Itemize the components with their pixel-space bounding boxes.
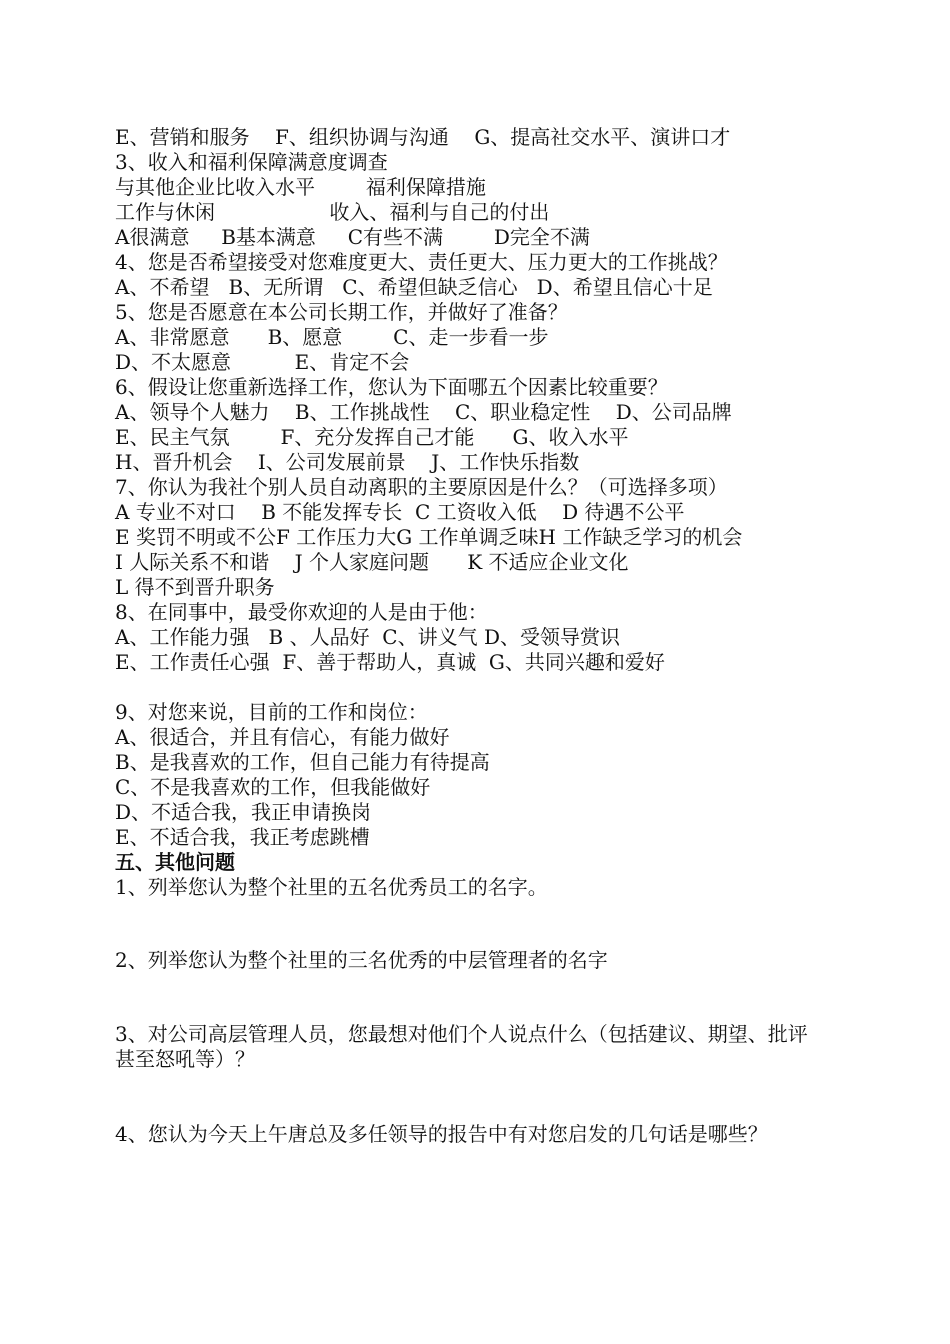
text-line: 甚至怒吼等）？ bbox=[115, 1047, 255, 1071]
text-line: E 奖罚不明或不公F 工作压力大G 工作单调乏味H 工作缺乏学习的机会 bbox=[115, 525, 743, 549]
text-line: A、非常愿意 B、愿意 C、走一步看一步 bbox=[115, 325, 549, 349]
text-line: E、不适合我，我正考虑跳槽 bbox=[115, 825, 370, 849]
text-line: A、很适合，并且有信心，有能力做好 bbox=[115, 725, 450, 749]
text-line: A 专业不对口 B 不能发挥专长 C 工资收入低 D 待遇不公平 bbox=[115, 500, 685, 524]
text-line: 8、在同事中，最受你欢迎的人是由于他： bbox=[115, 600, 488, 624]
text-line: 9、对您来说，目前的工作和岗位： bbox=[115, 700, 428, 724]
section-heading: 五、其他问题 bbox=[115, 850, 235, 874]
text-line: 工作与休闲 收入、福利与自己的付出 bbox=[115, 200, 550, 224]
text-line: I 人际关系不和谐 J 个人家庭问题 K 不适应企业文化 bbox=[115, 550, 629, 574]
text-line: A、不希望 B、无所谓 C、希望但缺乏信心 D、希望且信心十足 bbox=[115, 275, 713, 299]
text-line: 2、列举您认为整个社里的三名优秀的中层管理者的名字 bbox=[115, 948, 608, 972]
text-line: D、不适合我，我正申请换岗 bbox=[115, 800, 372, 824]
text-line: E、工作责任心强 F、善于帮助人，真诚 G、共同兴趣和爱好 bbox=[115, 650, 665, 674]
text-line: L 得不到晋升职务 bbox=[115, 575, 275, 599]
text-line: 3、对公司高层管理人员，您最想对他们个人说点什么（包括建议、期望、批评 bbox=[115, 1022, 808, 1046]
text-line: E、营销和服务 F、组织协调与沟通 G、提高社交水平、演讲口才 bbox=[115, 125, 731, 149]
text-line: 1、列举您认为整个社里的五名优秀员工的名字。 bbox=[115, 875, 548, 899]
text-line: 4、您认为今天上午唐总及多任领导的报告中有对您启发的几句话是哪些？ bbox=[115, 1122, 768, 1146]
text-line: E、民主气氛 F、充分发挥自己才能 G、收入水平 bbox=[115, 425, 629, 449]
text-line: B、是我喜欢的工作，但自己能力有待提高 bbox=[115, 750, 490, 774]
text-line: A、领导个人魅力 B、工作挑战性 C、职业稳定性 D、公司品牌 bbox=[115, 400, 732, 424]
text-line: C、不是我喜欢的工作，但我能做好 bbox=[115, 775, 431, 799]
text-line: D、不太愿意 E、肯定不会 bbox=[115, 350, 410, 374]
text-line: H、晋升机会 I、公司发展前景 J、工作快乐指数 bbox=[115, 450, 580, 474]
text-line: A很满意 B基本满意 C有些不满 D完全不满 bbox=[115, 225, 590, 249]
text-line: 5、您是否愿意在本公司长期工作，并做好了准备？ bbox=[115, 300, 568, 324]
text-line: 6、假设让您重新选择工作，您认为下面哪五个因素比较重要？ bbox=[115, 375, 668, 399]
text-line: 与其他企业比收入水平 福利保障措施 bbox=[115, 175, 486, 199]
text-line: A、工作能力强 B 、人品好 C、讲义气 D、受领导赏识 bbox=[115, 625, 620, 649]
text-line: 7、你认为我社个别人员自动离职的主要原因是什么？（可选择多项） bbox=[115, 475, 728, 499]
text-line: 3、收入和福利保障满意度调查 bbox=[115, 150, 388, 174]
text-line: 4、您是否希望接受对您难度更大、责任更大、压力更大的工作挑战？ bbox=[115, 250, 728, 274]
